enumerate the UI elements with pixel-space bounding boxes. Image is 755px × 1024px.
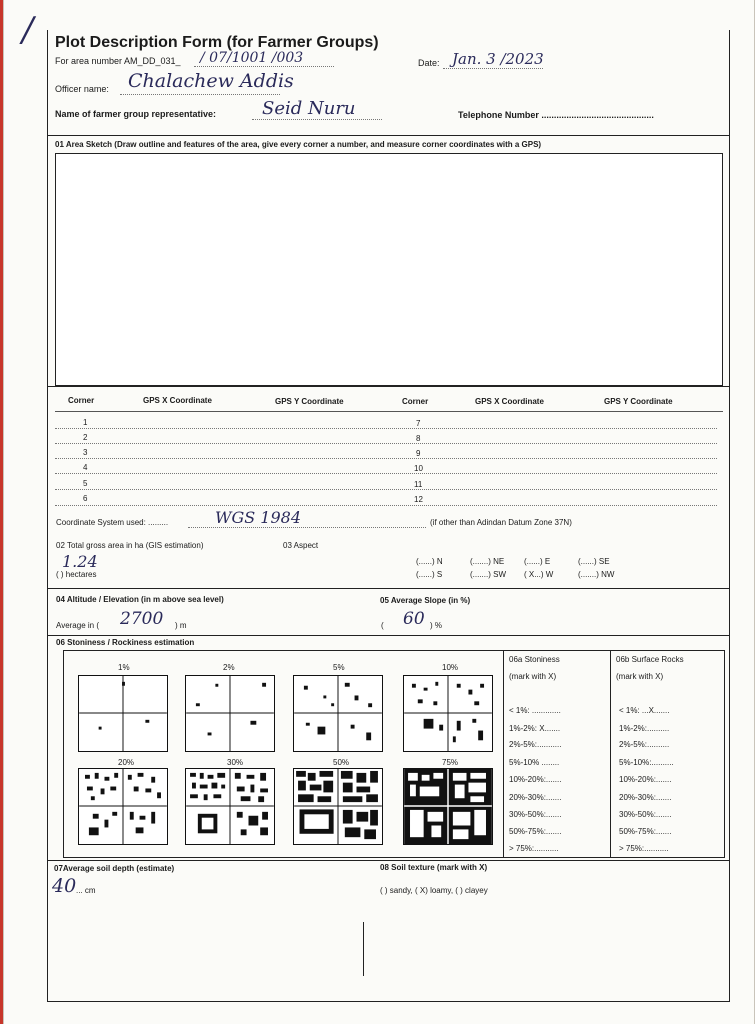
coordinate-system-label: Coordinate System used: ......... xyxy=(56,518,169,527)
stoniness-pattern-20 xyxy=(78,768,168,845)
stoniness-col-a-title: 06a Stoniness xyxy=(509,655,560,664)
slope-prefix: ( xyxy=(381,621,384,630)
corner-11: 11 xyxy=(414,480,423,489)
area-number-value: / 07/1001 /003 xyxy=(200,50,304,66)
stoniness-option-5-10[interactable]: 5%-10% ........ xyxy=(509,758,560,767)
aspect-label: 03 Aspect xyxy=(283,541,319,550)
rocks-option-5-10[interactable]: 5%-10%:.......... xyxy=(619,758,674,767)
soil-texture-options[interactable]: ( ) sandy, ( X) loamy, ( ) clayey xyxy=(380,886,488,895)
aspect-sw[interactable]: (.......) SW xyxy=(470,570,506,579)
slope-suffix: ) % xyxy=(430,621,442,630)
rocks-option-10-20[interactable]: 10%-20%:....... xyxy=(619,775,672,784)
aspect-s[interactable]: (......) S xyxy=(416,570,443,579)
stone-label-75: 75% xyxy=(442,758,459,767)
stoniness-option-lt1[interactable]: < 1%: ............. xyxy=(509,706,561,715)
telephone-label: Telephone Number ............................................. xyxy=(458,110,654,120)
header-gps-x-left: GPS X Coordinate xyxy=(143,396,212,405)
header-gps-y-right: GPS Y Coordinate xyxy=(604,397,673,406)
stoniness-pattern-10 xyxy=(403,675,493,752)
corner-2: 2 xyxy=(83,433,88,442)
corner-8: 8 xyxy=(416,434,421,443)
gross-area-value: 1.24 xyxy=(62,552,98,571)
corner-7: 7 xyxy=(416,419,421,428)
slope-label: 05 Average Slope (in %) xyxy=(380,596,471,605)
rocks-option-50-75[interactable]: 50%-75%:....... xyxy=(619,827,672,836)
coordinate-system-value: WGS 1984 xyxy=(215,508,301,527)
aspect-se[interactable]: (......) SE xyxy=(578,557,610,566)
rocks-option-lt1[interactable]: < 1%: ...X....... xyxy=(619,706,670,715)
stone-label-50: 50% xyxy=(333,758,350,767)
header-gps-y-left: GPS Y Coordinate xyxy=(275,397,344,406)
stoniness-pattern-75 xyxy=(403,768,493,845)
header-corner-left: Corner xyxy=(68,396,95,405)
soil-texture-label: 08 Soil texture (mark with X) xyxy=(380,863,488,872)
stoniness-option-20-30[interactable]: 20%-30%:....... xyxy=(509,793,562,802)
stoniness-pattern-50 xyxy=(293,768,383,845)
corner-6: 6 xyxy=(83,494,88,503)
soil-depth-unit: ... cm xyxy=(76,886,96,895)
hectares-label: ( ) hectares xyxy=(56,570,97,579)
stoniness-pattern-2 xyxy=(185,675,275,752)
red-margin-edge xyxy=(0,0,3,1024)
form-title: Plot Description Form (for Farmer Groups) xyxy=(55,34,379,51)
rocks-option-gt75[interactable]: > 75%:........... xyxy=(619,844,669,853)
soil-depth-value: 40 xyxy=(52,875,77,897)
area-sketch-box[interactable] xyxy=(55,153,723,386)
stoniness-pattern-5 xyxy=(293,675,383,752)
surface-rocks-title: 06b Surface Rocks xyxy=(616,655,684,664)
sketch-heading: 01 Area Sketch (Draw outline and features of the area, give every corner a number, and measure corner coordinates with a GPS) xyxy=(55,140,542,149)
surface-rocks-sub: (mark with X) xyxy=(616,672,664,681)
stone-label-20: 20% xyxy=(118,758,135,767)
representative-value: Seid Nuru xyxy=(262,98,356,119)
corner-1: 1 xyxy=(83,418,88,427)
stoniness-col-a-sub: (mark with X) xyxy=(509,672,557,681)
stoniness-option-50-75[interactable]: 50%-75%:....... xyxy=(509,827,562,836)
stoniness-pattern-30 xyxy=(185,768,275,845)
stone-label-2: 2% xyxy=(223,663,235,672)
margin-mark: / xyxy=(22,10,34,50)
corner-12: 12 xyxy=(414,495,423,504)
stone-label-1: 1% xyxy=(118,663,130,672)
altitude-value: 2700 xyxy=(120,609,164,629)
aspect-nw[interactable]: (.......) NW xyxy=(578,570,615,579)
corner-3: 3 xyxy=(83,448,88,457)
stone-label-10: 10% xyxy=(442,663,459,672)
corner-10: 10 xyxy=(414,464,423,473)
aspect-e[interactable]: (......) E xyxy=(524,557,551,566)
corner-4: 4 xyxy=(83,463,88,472)
corner-9: 9 xyxy=(416,449,421,458)
coordinate-system-suffix: (if other than Adindan Datum Zone 37N) xyxy=(430,518,572,527)
altitude-suffix: ) m xyxy=(175,621,187,630)
altitude-prefix: Average in ( xyxy=(56,621,99,630)
date-value: Jan. 3 /2023 xyxy=(452,50,544,68)
aspect-n[interactable]: (......) N xyxy=(416,557,443,566)
aspect-w[interactable]: ( X...) W xyxy=(524,570,554,579)
stoniness-option-1-2[interactable]: 1%-2%: X....... xyxy=(509,724,561,733)
rocks-option-1-2[interactable]: 1%-2%:.......... xyxy=(619,724,670,733)
officer-name-value: Chalachew Addis xyxy=(128,70,294,92)
officer-label: Officer name: xyxy=(55,84,109,94)
stoniness-option-2-5[interactable]: 2%-5%:........... xyxy=(509,740,562,749)
aspect-ne[interactable]: (.......) NE xyxy=(470,557,505,566)
stone-label-5: 5% xyxy=(333,663,345,672)
area-number-label: For area number AM_DD_031_ xyxy=(55,56,181,66)
slope-value: 60 xyxy=(403,609,425,629)
stoniness-option-10-20[interactable]: 10%-20%:....... xyxy=(509,775,562,784)
gross-area-label: 02 Total gross area in ha (GIS estimation) xyxy=(56,541,204,550)
date-label: Date: xyxy=(418,58,440,68)
corner-5: 5 xyxy=(83,479,88,488)
stone-label-30: 30% xyxy=(227,758,244,767)
rocks-option-30-50[interactable]: 30%-50%:....... xyxy=(619,810,672,819)
representative-label: Name of farmer group representative: xyxy=(55,109,217,119)
soil-depth-label: 07Average soil depth (estimate) xyxy=(54,864,175,873)
stoniness-option-gt75[interactable]: > 75%:........... xyxy=(509,844,559,853)
stoniness-option-30-50[interactable]: 30%-50%:....... xyxy=(509,810,562,819)
altitude-label: 04 Altitude / Elevation (in m above sea level) xyxy=(56,595,224,604)
rocks-option-2-5[interactable]: 2%-5%:.......... xyxy=(619,740,670,749)
stoniness-heading: 06 Stoniness / Rockiness estimation xyxy=(56,638,195,647)
header-gps-x-right: GPS X Coordinate xyxy=(475,397,544,406)
stoniness-pattern-1 xyxy=(78,675,168,752)
rocks-option-20-30[interactable]: 20%-30%:....... xyxy=(619,793,672,802)
header-corner-right: Corner xyxy=(402,397,429,406)
